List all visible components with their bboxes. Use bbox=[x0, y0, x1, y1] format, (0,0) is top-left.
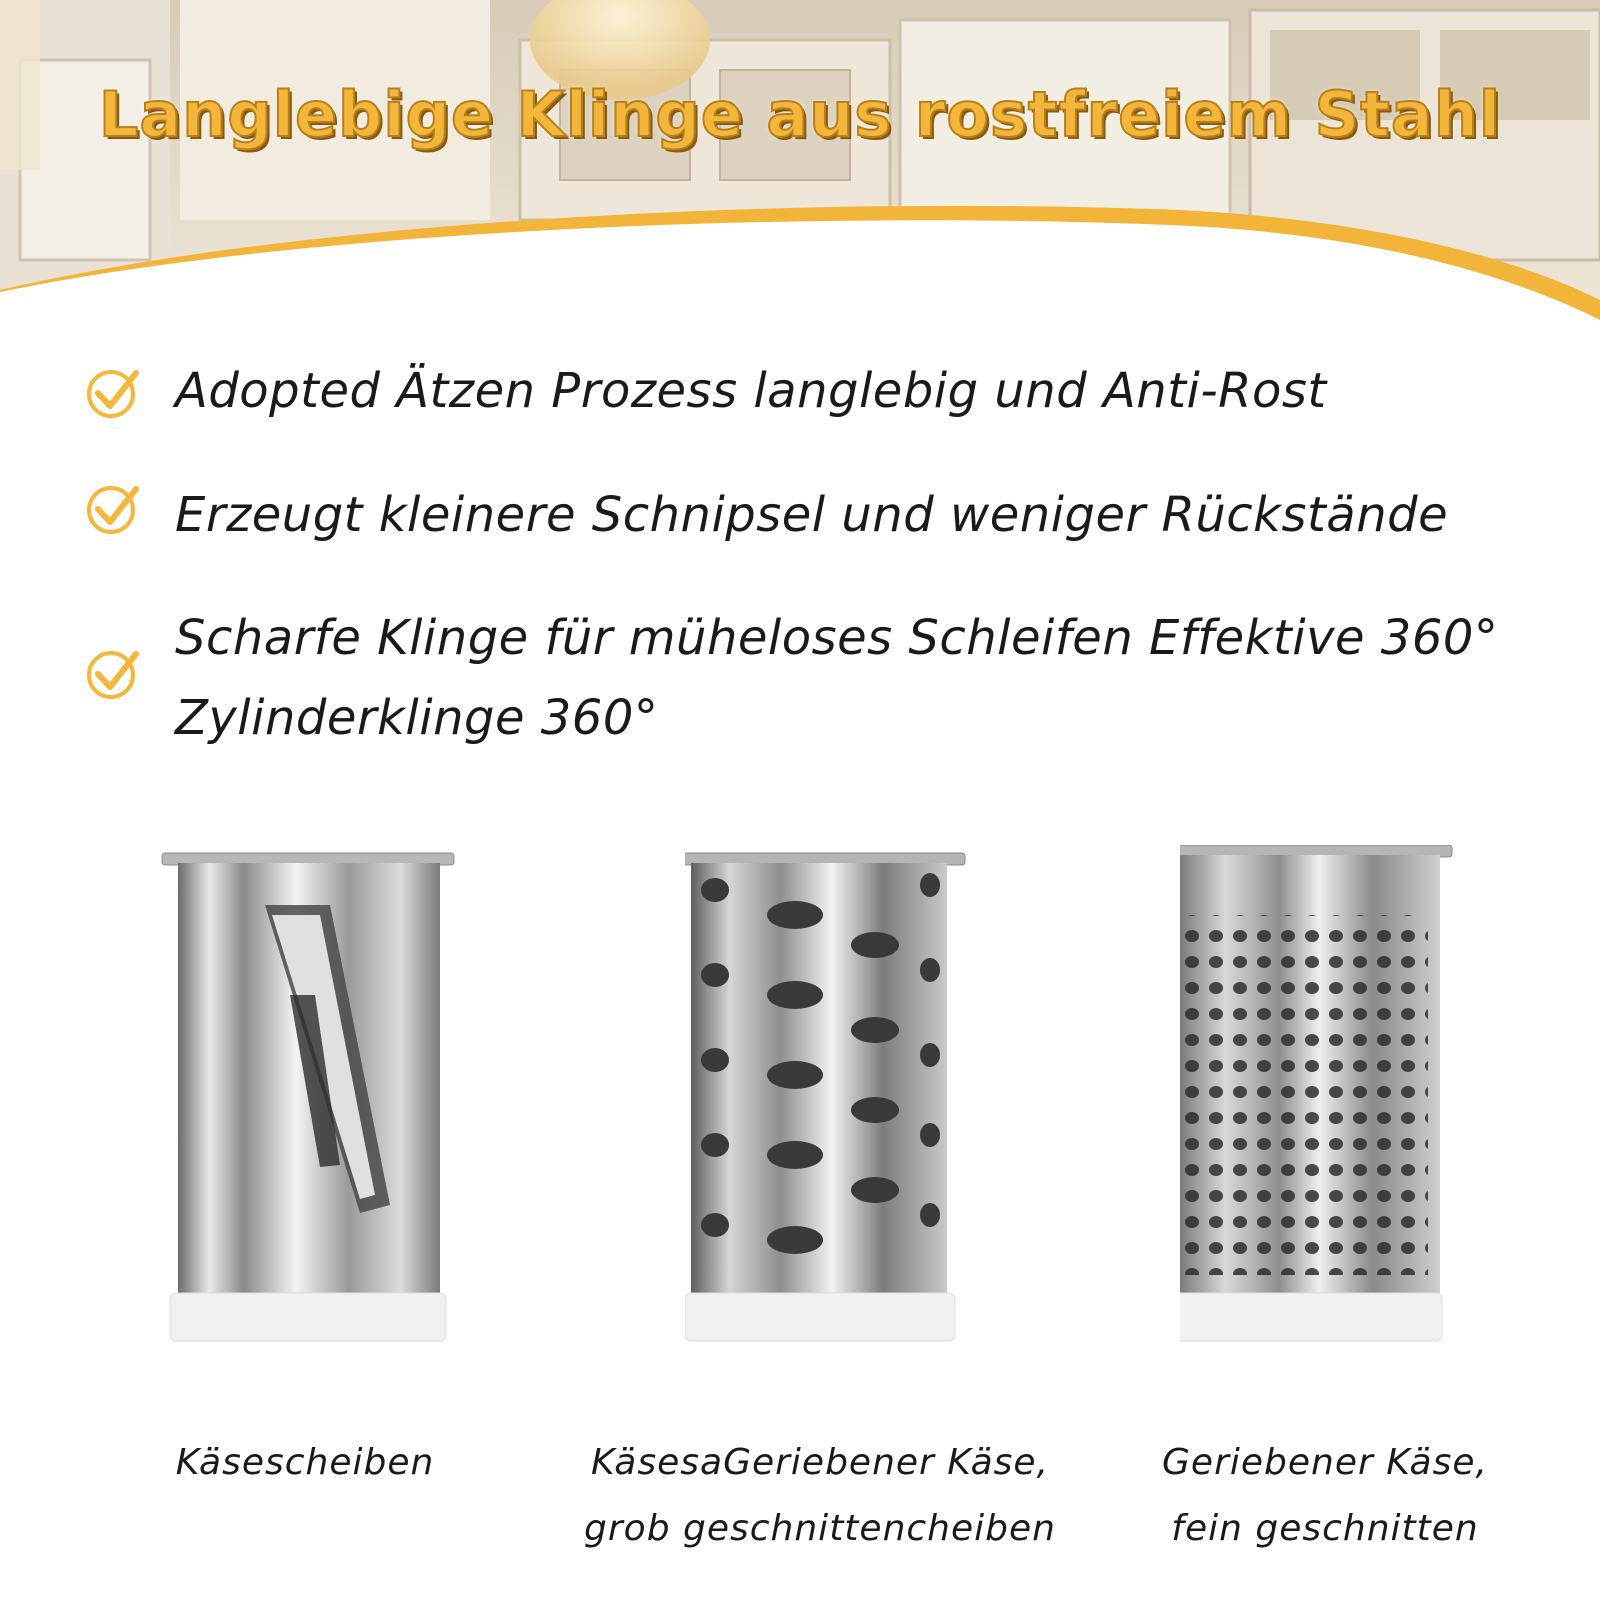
coarse-grater-drum-image bbox=[685, 845, 985, 1355]
feature-text bbox=[175, 475, 1575, 555]
product-caption-fine bbox=[1065, 1430, 1585, 1562]
feature-text bbox=[175, 598, 1575, 758]
caption-line: KäsesaGeriebener Käse, bbox=[590, 1442, 1050, 1483]
kitchen-background-image bbox=[0, 0, 1600, 330]
caption-line: Käsescheiben bbox=[175, 1442, 435, 1483]
check-circle-icon bbox=[86, 365, 140, 419]
check-circle-icon bbox=[86, 481, 140, 535]
caption-line: Geriebener Käse, bbox=[1162, 1442, 1488, 1483]
page-title: Langlebige Klinge aus rostfreiem Stahl bbox=[98, 78, 1502, 151]
check-circle-icon bbox=[86, 646, 140, 700]
caption-line: grob geschnittencheiben bbox=[584, 1508, 1056, 1549]
feature-line: Erzeugt kleinere Schnipsel und weniger Rückstände bbox=[175, 487, 1449, 543]
caption-line: fein geschnitten bbox=[1171, 1508, 1479, 1549]
feature-line: Scharfe Klinge für müheloses Schleifen Effektive 360° bbox=[175, 610, 1499, 666]
header-banner bbox=[0, 0, 1600, 330]
product-caption-coarse bbox=[560, 1430, 1080, 1562]
feature-text bbox=[175, 351, 1575, 431]
feature-line: Adopted Ätzen Prozess langlebig und Anti-Rost bbox=[175, 363, 1327, 419]
product-caption-slices bbox=[45, 1430, 565, 1496]
fine-grater-drum-image bbox=[1180, 845, 1480, 1355]
slicing-drum-image bbox=[160, 845, 460, 1355]
feature-line: Zylinderklinge 360° bbox=[175, 690, 659, 746]
